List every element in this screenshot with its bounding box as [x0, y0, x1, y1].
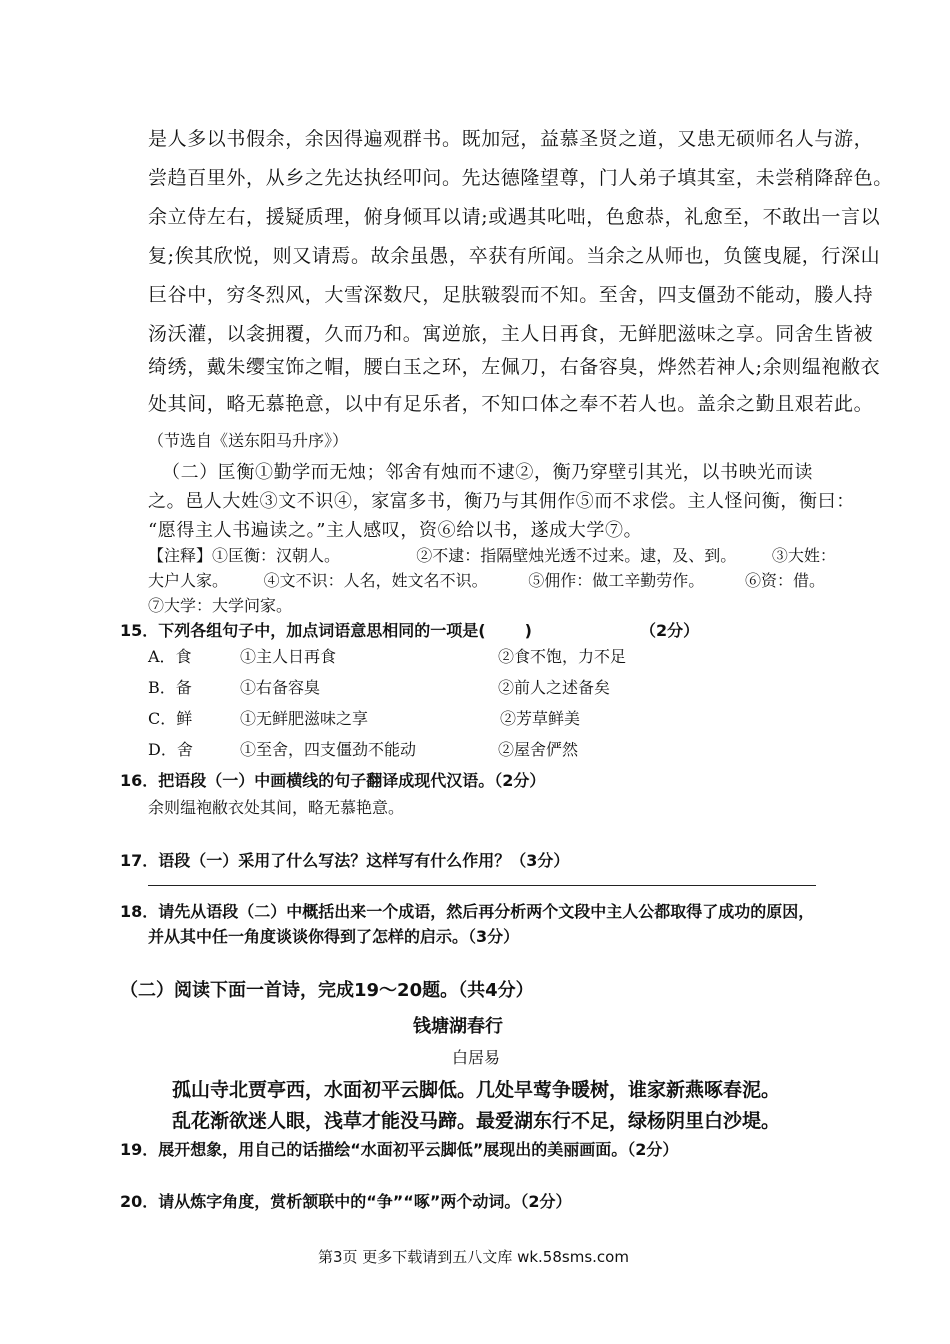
notes-line-3: ⑦大学：大学问家。 [148, 596, 293, 615]
poem-line-1: 孤山寺北贾亭西，水面初平云脚低。几处早莺争暖树，谁家新燕啄春泥。 [172, 1079, 781, 1101]
q17-text: 17．语段（一）采用了什么写法？这样写有什么作用？（3分） [120, 851, 570, 870]
q15-option-a-second: ②食不饱，力不足 [498, 647, 627, 666]
page-footer: 第3页 更多下载请到五八文库 wk.58sms.com [318, 1248, 629, 1266]
passage2-line-3: “愿得主人书遍读之。”主人感叹，资⑥给以书，遂成大学⑦。 [148, 520, 643, 541]
q15-option-b-first: ①右备容臭 [240, 678, 321, 697]
section2-heading: （二）阅读下面一首诗，完成19～20题。（共4分） [120, 980, 534, 1001]
q15-text: 15．下列各组句子中，加点词语意思相同的一项是( ) [120, 621, 532, 640]
passage1-line-7: 绮绣，戴朱缨宝饰之帽，腰白玉之环，左佩刀，右备容臭，烨然若神人;余则缊袍敝衣 [148, 356, 881, 378]
passage1-line-2: 尝趋百里外，从乡之先达执经叩问。先达德隆望尊，门人弟子填其室，未尝稍降辞色。 [148, 167, 893, 189]
notes-line-1: 【注释】①匡衡：汉朝人。 ②不逮：指隔壁烛光透不过来。逮，及、到。 ③大姓： [148, 546, 836, 565]
q15-option-d-letter: D．舍 [148, 740, 193, 759]
q15-option-d-second: ②屋舍俨然 [498, 740, 579, 759]
passage1-line-5: 巨谷中，穷冬烈风，大雪深数尺，足肤皲裂而不知。至舍，四支僵劲不能动，媵人持 [148, 284, 874, 306]
poem-author: 白居易 [452, 1048, 501, 1067]
q19-text: 19．展开想象，用自己的话描绘“水面初平云脚低”展现出的美丽画面。（2分） [120, 1140, 679, 1159]
passage1-line-8: 处其间，略无慕艳意，以中有足乐者，不知口体之奉不若人也。盖余之勤且艰若此。 [148, 393, 874, 415]
q15-option-a-letter: A．食 [148, 647, 192, 666]
passage1-line-6: 汤沃灌，以衾拥覆，久而乃和。寓逆旅，主人日再食，无鲜肥滋味之享。同舍生皆被 [148, 323, 874, 345]
answer-line [148, 885, 816, 886]
passage2-line-1: （二）匡衡①勤学而无烛；邻舍有烛而不逮②，衡乃穿壁引其光，以书映光而读 [162, 462, 813, 483]
q16-sentence: 余则缊袍敝衣处其间，略无慕艳意。 [148, 798, 405, 817]
poem-line-2: 乱花渐欲迷人眼，浅草才能没马蹄。最爱湖东行不足，绿杨阴里白沙堤。 [172, 1110, 781, 1132]
passage1-line-1: 是人多以书假余，余因得遍观群书。既加冠，益慕圣贤之道，又患无硕师名人与游， [148, 128, 874, 150]
notes-line-2: 大户人家。 ④文不识：人名，姓文名不识。 ⑤佣作：做工辛勤劳作。 ⑥资：借。 [148, 571, 825, 590]
q15-option-b-letter: B．备 [148, 678, 192, 697]
q15-option-b-second: ②前人之述备矣 [498, 678, 611, 697]
q15-option-c-second: ②芳草鲜美 [500, 709, 581, 728]
poem-title: 钱塘湖春行 [413, 1016, 503, 1037]
q18-line-1: 18．请先从语段（二）中概括出来一个成语，然后再分析两个文段中主人公都取得了成功的原因， [120, 902, 815, 921]
q15-score: （2分） [640, 621, 700, 640]
q16-text: 16．把语段（一）中画横线的句子翻译成现代汉语。（2分） [120, 771, 546, 790]
q15-option-d-first: ①至舍，四支僵劲不能动 [240, 740, 417, 759]
passage1-line-4: 复;俟其欣悦，则又请焉。故余虽愚，卒获有所闻。当余之从师也，负箧曳屣，行深山 [148, 245, 881, 267]
passage1-source: （节选自《送东阳马升序》） [148, 431, 349, 450]
q20-text: 20．请从炼字角度，赏析颔联中的“争”“啄”两个动词。（2分） [120, 1192, 572, 1211]
q15-option-a-first: ①主人日再食 [240, 647, 337, 666]
q18-line-2: 并从其中任一角度谈谈你得到了怎样的启示。（3分） [148, 927, 520, 946]
passage2-line-2: 之。邑人大姓③文不识④，家富多书，衡乃与其佣作⑤而不求偿。主人怪问衡，衡曰： [148, 491, 855, 512]
q15-option-c-letter: C．鲜 [148, 709, 193, 728]
passage1-line-3: 余立侍左右，援疑质理，俯身倾耳以请;或遇其叱咄，色愈恭，礼愈至，不敢出一言以 [148, 206, 881, 228]
q15-option-c-first: ①无鲜肥滋味之享 [240, 709, 369, 728]
